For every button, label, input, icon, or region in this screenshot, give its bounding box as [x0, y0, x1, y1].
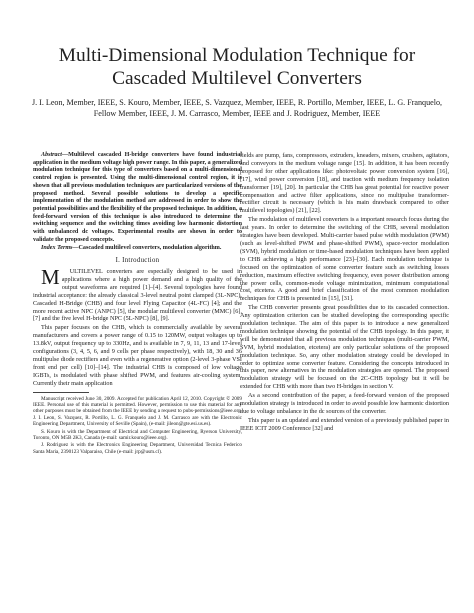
body-paragraph-chb: The CHB converter presents great possibilities due to its cascaded connection. Any optimization criterion can be studied developing the corresponding specific modulation technique. The aim of this paper is to introduce a new generalized modulation technique showing the potential of the CHB topology. In this paper, it will be demonstrated that all previous modulation techniques (multi-carrier PWM, SVM, hybrid modulation, etcetera) are only particular solutions of the proposed modulation technique. So, any other modulation strategy could be developed in order to optimize some converter feature. Considering the concepts introduced in this paper, new alternatives in the modulation strategies are opened. The proposed modulation strategy will be focused on the 2C-CHB topology but it will be extended for CHB with more than two H-bridges in section V.: [240, 304, 449, 391]
intro-paragraph-1: [33, 265, 242, 323]
intro-paragraph-2: This paper focuses on the CHB, which is commercially available by several manufacturers and covers a power range of 0.15 to 120MW, output voltages up to 13.8kV, output frequency up to 330Hz, and is available in 7, 9, 11, 13 and 17-level configurations (3, 4, 5, 6, and 9 cells per phase respectively), with 18, 30 and 36 multipulse diode rectifiers and even with a regenerative option (2-level 3-phase VSI front end per cell) [10]–[14]. The industrial CHB is composed of low voltage IGBTs, is modulated with phase shifted PWM, and features air-cooling system. Currently their main application: [33, 324, 242, 387]
body-paragraph-extended: This paper is an updated and extended version of a previously published paper in IEEE ICIT 2009 Conference [32] and: [240, 416, 449, 432]
footnote-kouro: S. Kouro is with the Department of Electrical and Computer Engineering, Ryerson University, Toronto, ON M5B 2K3, Canada (e-mail: samir.kouro@ieee.org).: [33, 428, 242, 442]
abstract-label: Abstract—: [41, 152, 69, 158]
abstract: [33, 152, 242, 244]
paper-title: Multi-Dimensional Modulation Technique for Cascaded Multilevel Converters: [58, 45, 416, 89]
footnote-rule: [33, 392, 89, 393]
body-paragraph-continued: fields are pump, fans, compressors, extruders, kneaders, mixers, crushers, agitators, and conveyors in the medium voltage range [15]. In addition, it has been recently proposed for other applications like: photovoltaic power conversion system [16], [17], wind power conversion [18], and traction with medium frequency isolation transformer [19], [20]. In particular the CHB has great potential for reactive power compensation and active filter applications, since no multipulse transformer-rectifier circuit is necessary (which is his main drawback compared to other multilevel topologies) [21], [22].: [240, 152, 449, 215]
footnote-rodriguez: J. Rodriguez is with the Electronics Engineering Department, Universidad Tecnica Federico Santa Maria, 2390123 Valparaiso, Chile (e-mail: jrp@usm.cl).: [33, 442, 242, 455]
index-terms-text: Cascaded multilevel converters, modulation algorithm.: [78, 245, 222, 252]
section-heading-introduction: I. Introduction: [115, 257, 160, 265]
intro-paragraph-1-text: ULTILEVEL converters are especially designed to be used in applications where a high power demand and a high quality of the output waveforms are required [1]–[4]. Several topologies have found industrial acceptance: the already classical 3-level neutral point clamped (3L-NPC), Cascaded H-Bridge (CHB) and four level Flying Capacitor (4L-FC) [4]; and the more recent active NPC (ANPC) [5], the modular multilevel converter (MMC) [6], [7] and the five level H-bridge NPC (5L-NPC) [8], [9].: [33, 268, 242, 323]
footnote-manuscript: Manuscript received June 30, 2009. Accepted for publication April 12, 2010. Copyright © 2009 IEEE. Personal use of this material is permitted. However, permission to use this material for any other purposes must be obtained from the IEEE by sending a request to pubs-permissions@ieee.org. J. I. Leon, S. Vazquez, R. Portillo, L. G. Franquelo and J. M. Carrasco are with the Electronic Engineering Department, University of Seville (Spain), (e-mail: jileon@gte.esi.us.es).: [33, 395, 242, 428]
drop-cap: M: [41, 265, 60, 290]
left-column: [33, 152, 242, 456]
index-terms: [33, 245, 242, 253]
author-list: J. I. Leon, Member, IEEE, S. Kouro, Member, IEEE, S. Vazquez, Member, IEEE, R. Portillo, Member, IEEE, L. G. Franquelo, Fellow Member, IEEE, J. M. Carrasco, Member, IEEE and J. Rodriguez, Member, IEEE: [31, 98, 443, 118]
body-paragraph-feedforward: As a second contribution of the paper, a feed-forward version of the proposed modulation strategy is introduced in order to avoid possible low harmonic distortion due to voltage unbalance in the dc sources of the converter.: [240, 392, 449, 415]
index-terms-label: Index Terms—: [41, 245, 79, 252]
abstract-text: Multilevel cascaded H-bridge converters have found industrial application in the medium voltage high power range. In this paper, a generalized modulation technique for this type of converters based on a multi-dimensional control region is presented. Using the multi-dimensional control region, it is shown that all previous modulation techniques are particularized versions of the proposed method. Several possible solutions to develop a specific implementation of the modulation method are addressed in order to show the potential possibilities and the flexibility of the proposed technique. In addition, a feed-forward version of this technique is also introduced to determine the switching sequence and the switching times avoiding low harmonic distortion with unbalanced dc voltages. Experimental results are shown in order to validate the proposed concepts.: [33, 152, 242, 243]
right-column: [240, 152, 449, 434]
body-paragraph-modulation: The modulation of multilevel converters is a important research focus during the last years. In order to determine the switching of the CHB, several modulation strategies have been developed. Multi-carrier based pulse width modulation (PWM) (such as level-shifted PWM and phase-shifted PWM), space-vector modulation (SVM), hybrid modulation or time-based modulation techniques have been applied to CHB achieving a high performance [23]–[30]. Each modulation technique is focused on the optimization of some converter feature such as switching losses reduction, maximum effective switching frequency, even power distribution among the power cells, common-mode voltage minimization, minimum computational cost, etcetera. A good and brief classification of the most common modulation techniques for CHB is presented in [15], [31].: [240, 216, 449, 303]
